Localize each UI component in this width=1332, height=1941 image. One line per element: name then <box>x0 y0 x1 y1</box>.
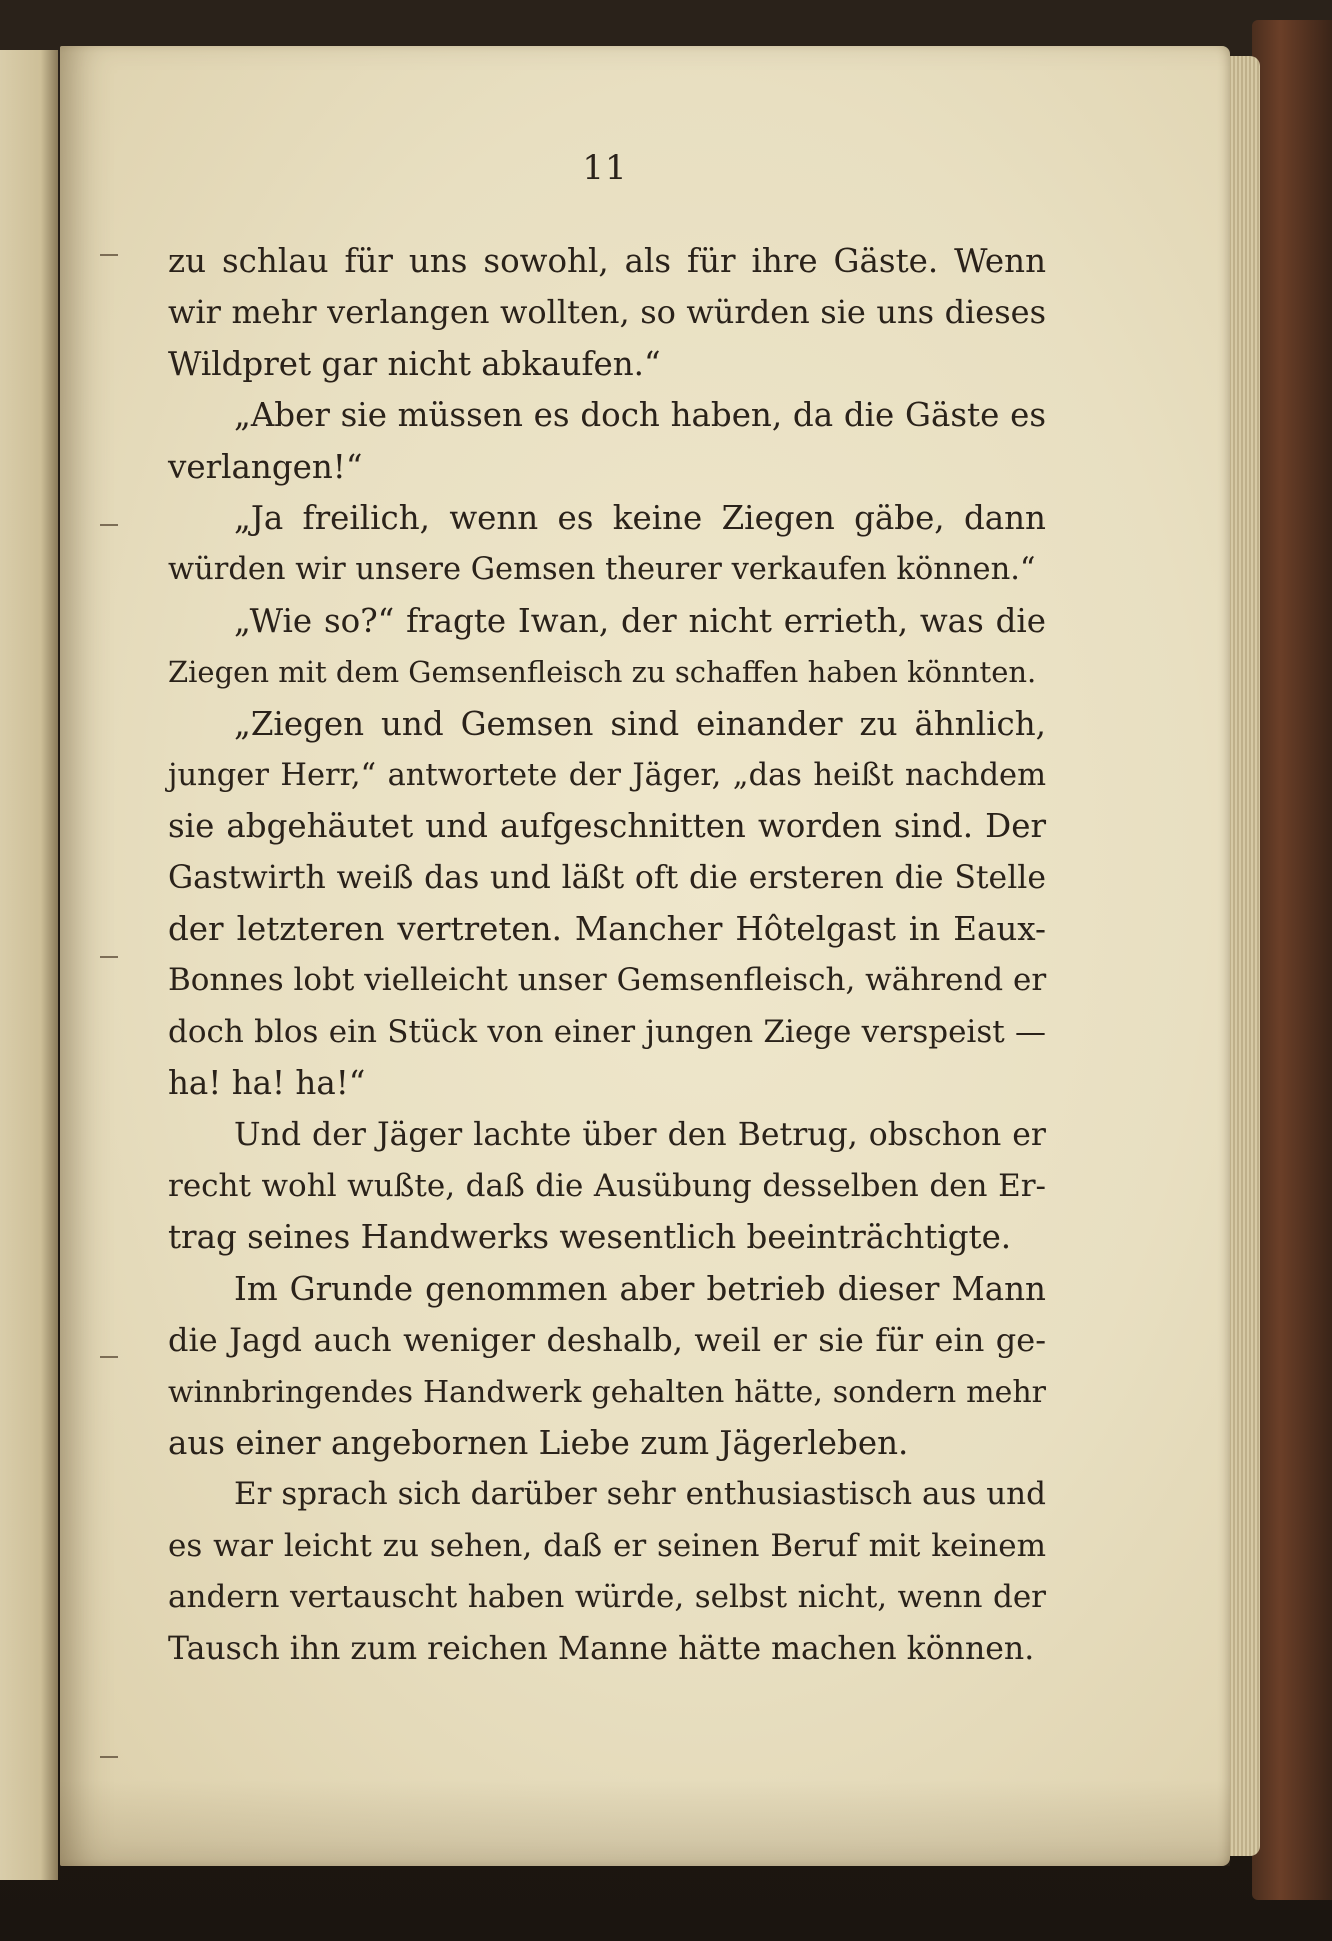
text-line: „Ziegen und Gemsen sind einander zu ähnlich, <box>234 704 1046 743</box>
text-line: Wildpret gar nicht abkaufen.“ <box>168 344 661 383</box>
book-cover-edge <box>1252 20 1332 1900</box>
body-text <box>168 236 1046 1675</box>
text-line: zu schlau für uns sowohl, als für ihre Gäste. Wenn <box>168 242 1046 280</box>
text-line: aus einer angebornen Liebe zum Jägerleben. <box>168 1423 909 1462</box>
text-line: recht wohl wußte, daß die Ausübung desselben den Er- <box>168 1168 1046 1205</box>
text-line: Gastwirth weiß das und läßt oft die ersteren die Stelle <box>168 859 1046 896</box>
text-line: würden wir unsere Gemsen theurer verkaufen können.“ <box>168 552 1036 588</box>
text-line: Ziegen mit dem Gemsenfleisch zu schaffen haben könnten. <box>168 655 1037 690</box>
facing-page-edge <box>0 50 58 1880</box>
gutter-mark <box>100 524 118 526</box>
text-line: „Wie so?“ fragte Iwan, der nicht errieth, was die <box>234 601 1046 640</box>
text-line: Bonnes lobt vielleicht unser Gemsenfleisch, während er <box>168 962 1047 999</box>
text-line: trag seines Handwerks wesentlich beeinträchtigte. <box>168 1218 1012 1257</box>
text-line: wir mehr verlangen wollten, so würden sie uns dieses <box>168 293 1046 332</box>
gutter-mark <box>100 1756 118 1758</box>
gutter-mark <box>100 254 118 256</box>
gutter-mark <box>100 956 118 958</box>
text-line: es war leicht zu sehen, daß er seinen Beruf mit keinem <box>168 1527 1046 1564</box>
gutter-marks <box>100 236 120 1776</box>
gutter-mark <box>100 1356 118 1358</box>
text-line: die Jagd auch weniger deshalb, weil er sie für ein ge- <box>168 1321 1046 1360</box>
text-line: sie abgehäutet und aufgeschnitten worden sind. Der <box>168 807 1046 846</box>
page-shadow <box>60 1780 1230 1866</box>
text-line: „Aber sie müssen es doch haben, da die Gäste es <box>234 396 1046 435</box>
text-line: andern vertauscht haben würde, selbst nicht, wenn der <box>168 1579 1046 1616</box>
text-line: ha! ha! ha!“ <box>168 1064 366 1103</box>
text-line: der letzteren vertreten. Mancher Hôtelgast in Eaux- <box>168 910 1046 949</box>
text-line: doch blos ein Stück von einer jungen Ziege verspeist — <box>168 1013 1046 1050</box>
page-number: 11 <box>582 148 628 188</box>
text-line: Tausch ihn zum reichen Manne hätte machen können. <box>168 1630 1035 1667</box>
text-line: Und der Jäger lachte über den Betrug, obschon er <box>234 1116 1046 1153</box>
text-line: winnbringendes Handwerk gehalten hätte, sondern mehr <box>168 1374 1046 1410</box>
text-line: verlangen!“ <box>168 447 363 486</box>
text-line: Er sprach sich darüber sehr enthusiastisch aus und <box>234 1476 1046 1513</box>
text-line: „Ja freilich, wenn es keine Ziegen gäbe, dann <box>234 498 1046 537</box>
text-line: Im Grunde genommen aber betrieb dieser Mann <box>234 1269 1046 1308</box>
text-line: junger Herr,“ antwortete der Jäger, „das heißt nachdem <box>168 757 1046 793</box>
